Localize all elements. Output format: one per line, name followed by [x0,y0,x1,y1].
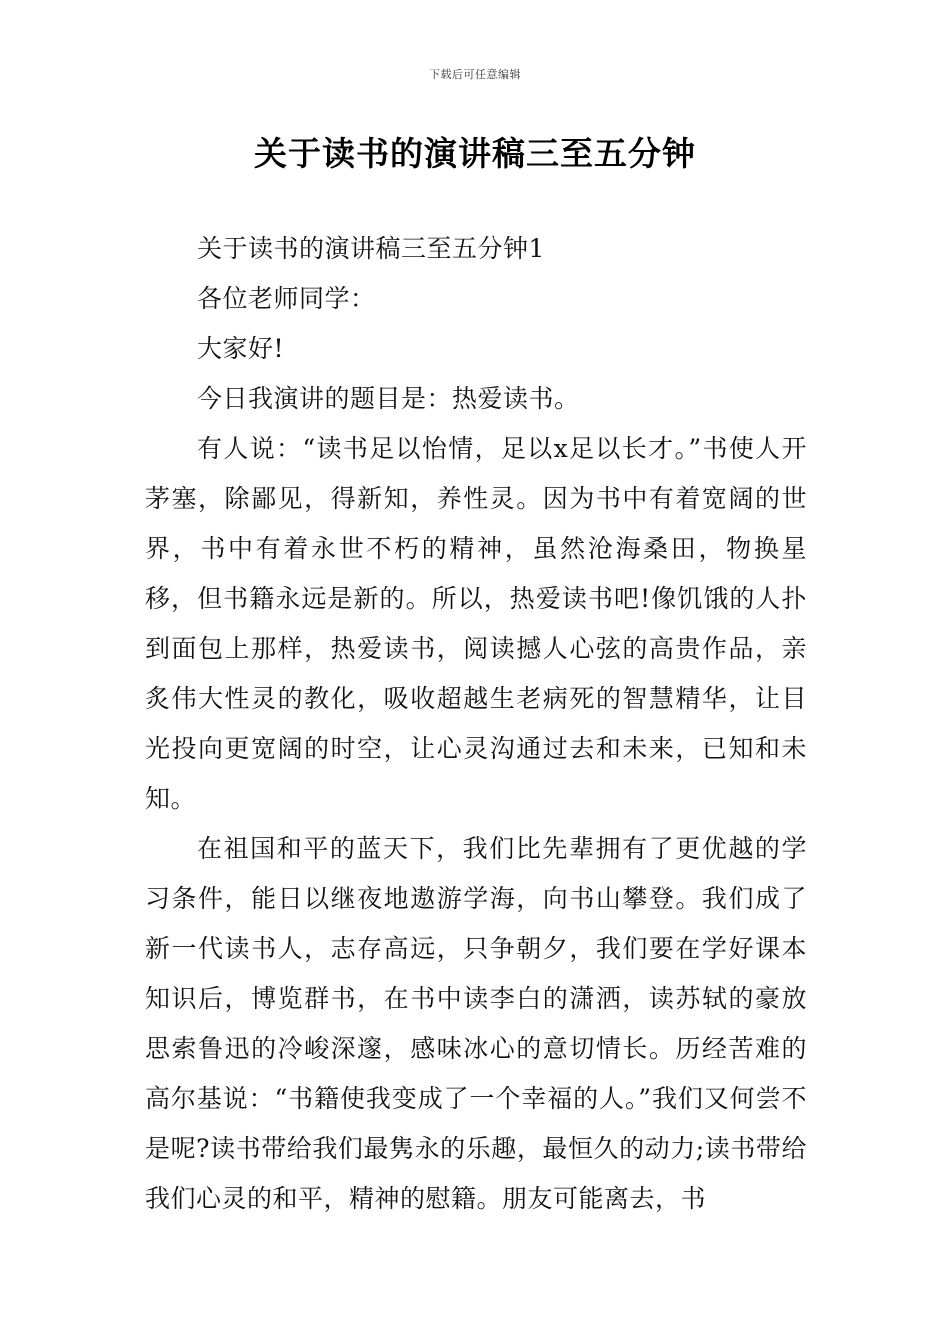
paragraph-topic: 今日我演讲的题目是：热爱读书。 [197,384,580,413]
paragraph-body-1: 有人说：“读书足以怡情，足以x足以长才。”书使人开茅塞，除鄙见，得新知，养性灵。因为书中有着宽阔的世界，书中有着永世不朽的精神，虽然沧海桑田，物换星移，但书籍永远是新的。所以，热爱读书吧!像饥饿的人扑到面包上那样，热爱读书，阅读撼人心弦的高贵作品，亲炙伟大性灵的教化，吸收超越生老病死的智慧精华，让目光投向更宽阔的时空，让心灵沟通过去和未来，已知和未知。 [145,434,807,813]
paragraph-greeting-hello: 大家好! [197,334,285,363]
header-note: 下载后可任意编辑 [429,68,521,81]
paragraph-greeting-audience: 各位老师同学： [197,284,376,313]
document-title: 关于读书的演讲稿三至五分钟 [254,134,696,173]
paragraph-body-2: 在祖国和平的蓝天下，我们比先辈拥有了更优越的学习条件，能日以继夜地遨游学海，向书山攀登。我们成了新一代读书人，志存高远，只争朝夕，我们要在学好课本知识后，博览群书，在书中读李白的潇洒，读苏轼的豪放思索鲁迅的冷峻深邃，感味冰心的意切情长。历经苦难的高尔基说：“书籍使我变成了一个幸福的人。”我们又何尝不是呢?读书带给我们最隽永的乐趣，最恒久的动力;读书带给我们心灵的和平，精神的慰籍。朋友可能离去，书 [145,834,807,1213]
document-body [145,224,807,1224]
paragraph-subtitle: 关于读书的演讲稿三至五分钟1 [197,234,545,263]
